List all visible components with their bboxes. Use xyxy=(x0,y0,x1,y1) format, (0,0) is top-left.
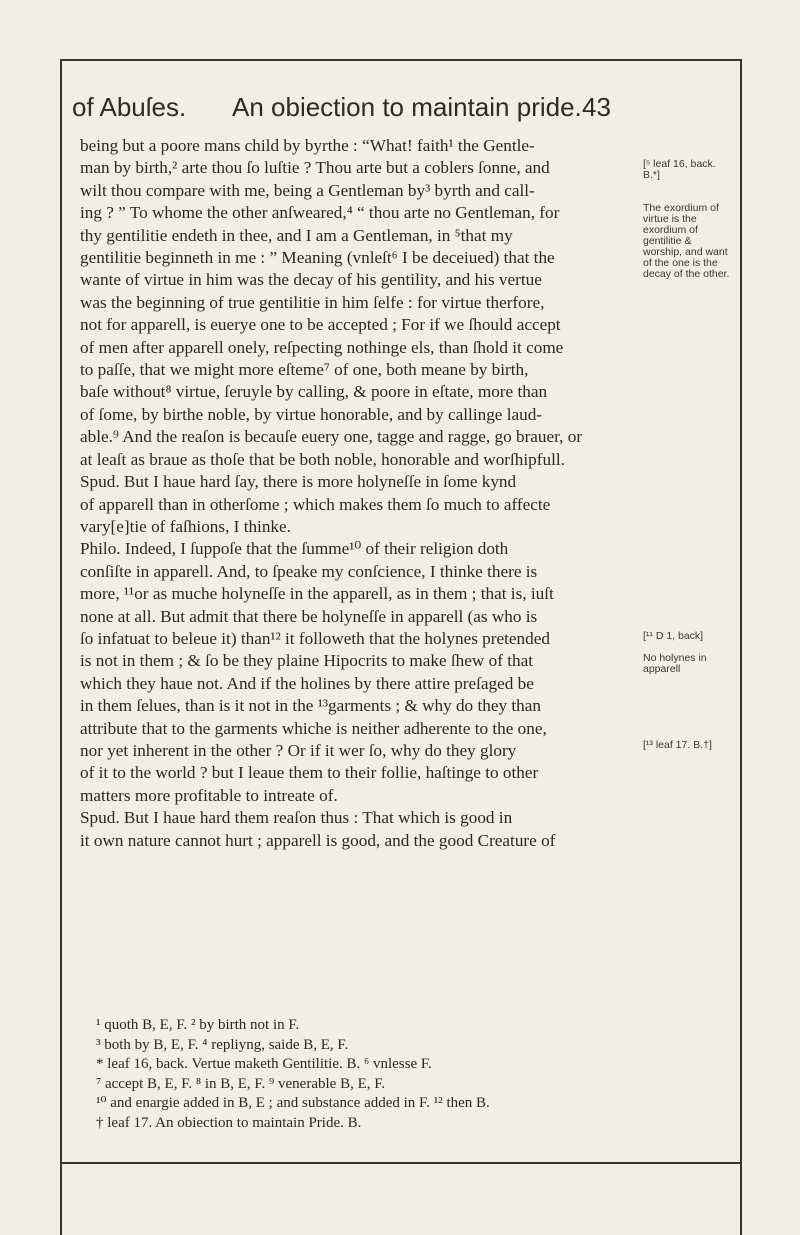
body-line: being but a poore mans child by byrthe : “What! faith¹ the Gentle- xyxy=(80,136,535,155)
frame-top-rule xyxy=(62,59,740,61)
body-line: ſo infatuat to beleue it) than¹² it followeth that the holynes pretended xyxy=(80,628,550,648)
body-line-speaker: Spud. But I haue hard ſay, there is more holyneſſe in ſome kynd xyxy=(80,472,517,492)
body-line: it own nature cannot hurt ; apparell is good, and the good Creature of xyxy=(80,830,556,850)
body-line: conſiſte in apparell. And, to ſpeake my conſcience, I thinke there is xyxy=(80,561,538,581)
footnote-line: ³ both by B, E, F. ⁴ repliyng, saide B, E, F. xyxy=(96,1036,349,1053)
body-line: able.⁹ And the reaſon is becauſe euery one, tagge and ragge, go brauer, or xyxy=(80,427,583,447)
body-line-speaker: Spud. But I haue hard them reaſon thus : That which is good in xyxy=(80,808,513,828)
running-head-left: of Abuſes. xyxy=(72,92,187,122)
body-line: not for apparell, is euerye one to be accepted ; For if we ſhould accept xyxy=(80,315,561,335)
body-line: in them ſelues, than is it not in the ¹³garments ; & why do they than xyxy=(80,696,541,716)
margin-note-holynes: No holynes in apparell xyxy=(643,652,707,675)
body-line: matters more profitable to intreate of. xyxy=(80,785,338,805)
body-line: none at all. But admit that there be holyneſſe in apparell (as who is xyxy=(80,606,538,626)
margin-note-exordium: The exordium of virtue is the exordium of gentilitie & worship, and want of the one is the decay of the other. xyxy=(643,202,730,280)
body-text xyxy=(80,135,632,852)
footnotes xyxy=(96,1016,636,1134)
body-line: man by birth,² arte thou ſo luſtie ? Thou arte but a coblers ſonne, and xyxy=(80,158,550,178)
body-line: of ſome, by birthe noble, by virtue honorable, and by callinge laud- xyxy=(80,404,543,424)
body-line: wilt thou compare with me, being a Gentleman by³ byrth and call- xyxy=(80,180,535,200)
body-line: gentilitie beginneth in me : ” Meaning (vnleſt⁶ I be deceiued) that the xyxy=(80,248,555,268)
footnote-line: † leaf 17. An obiection to maintain Pride. B. xyxy=(96,1114,362,1131)
running-head-title: An obiection to maintain pride. xyxy=(232,92,582,122)
body-line: vary[e]tie of faſhions, I thinke. xyxy=(80,516,291,536)
body-line: of it to the world ? but I leaue them to their follie, haſtinge to other xyxy=(80,763,539,783)
body-line: at leaſt as braue as thoſe that be both noble, honorable and worſhipfull. xyxy=(80,449,565,469)
body-line: more, ¹¹or as muche holyneſſe in the apparell, as in them ; that is, iuſt xyxy=(80,584,554,604)
body-line: of men after apparell onely, reſpecting nothinge els, than ſhold it come xyxy=(80,337,564,357)
footnote-line: ¹ quoth B, E, F. ² by birth not in F. xyxy=(96,1017,300,1033)
margin-note-leaf-17: [¹³ leaf 17. B.†] xyxy=(643,739,712,751)
body-line: attribute that to the garments whiche is neither adherente to the one, xyxy=(80,718,547,738)
body-line: thy gentilitie endeth in thee, and I am a Gentleman, in ⁵that my xyxy=(80,225,513,245)
frame-bottom-rule xyxy=(62,1162,740,1164)
margin-note-signature: [¹¹ D 1, back] xyxy=(643,630,704,642)
body-line: is not in them ; & ſo be they plaine Hipocrits to make ſhew of that xyxy=(80,651,533,671)
footnote-line: * leaf 16, back. Vertue maketh Gentilitie. B. ⁶ vnlesse F. xyxy=(96,1056,432,1073)
margin-note-leaf: [⁵ leaf 16, back. B.*] xyxy=(643,158,716,181)
frame-left-rule xyxy=(60,59,62,1235)
page-header xyxy=(72,92,672,128)
body-line: which they haue not. And if the holines by there attire preſaged be xyxy=(80,673,534,693)
body-line: of apparell than in otherſome ; which makes them ſo much to affecte xyxy=(80,494,551,514)
body-line: baſe without⁸ virtue, ſeruyle by calling, & poore in eſtate, more than xyxy=(80,382,548,402)
body-line: nor yet inherent in the other ? Or if it wer ſo, why do they glory xyxy=(80,740,517,760)
footnote-line: ¹⁰ and enargie added in B, E ; and substance added in F. ¹² then B. xyxy=(96,1095,490,1112)
body-line: to paſſe, that we might more eſteme⁷ of one, both meane by birth, xyxy=(80,360,529,380)
body-line: was the beginning of true gentilitie in him ſelfe : for virtue therfore, xyxy=(80,292,545,312)
frame-right-rule xyxy=(740,59,742,1235)
body-line: wante of virtue in him was the decay of his gentility, and his vertue xyxy=(80,270,542,290)
body-line: ing ? ” To whome the other anſweared,⁴ “ thou arte no Gentleman, for xyxy=(80,203,560,223)
body-line-speaker: Philo. Indeed, I ſuppoſe that the ſumme¹⁰ of their religion doth xyxy=(80,539,509,559)
page-number: 43 xyxy=(582,92,611,122)
footnote-line: ⁷ accept B, E, F. ⁸ in B, E, F. ⁹ venerable B, E, F. xyxy=(96,1075,386,1092)
